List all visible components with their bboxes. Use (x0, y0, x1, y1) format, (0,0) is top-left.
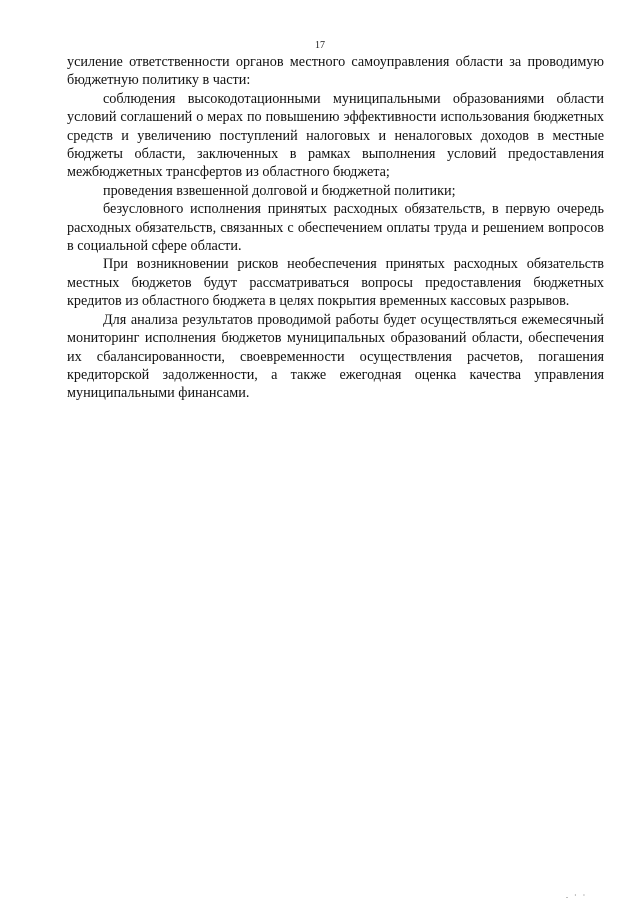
paragraph-subsidy-conditions: соблюдения высокодотационными муниципальными образованиями области условий соглашений о мерах по повышению эффективности использования бюджетных средств и увеличению поступлений налоговых и неналоговых доходов в местные бюджеты области, заключенных в рамках выполнения условий предоставления межбюджетных трансфертов из областного бюджета; (67, 90, 604, 181)
scan-marks: . · · (566, 891, 588, 900)
paragraph-monitoring: Для анализа результатов проводимой работы будет осуществляться ежемесячный мониторинг исполнения бюджетов муниципальных образований области, обеспечения их сбалансированности, своевременности осуществления расчетов, погашения кредиторской задолженности, а также ежегодная оценка качества управления муниципальными финансами. (67, 311, 604, 402)
paragraph-debt-policy: проведения взвешенной долговой и бюджетной политики; (103, 182, 456, 199)
paragraph-obligations: безусловного исполнения принятых расходных обязательств, в первую очередь расходных обязательств, связанных с обеспечением оплаты труда и решением вопросов в социальной сфере области. (67, 201, 604, 255)
paragraph-budget-credits: При возникновении рисков необеспечения принятых расходных обязательств местных бюджетов будут рассматриваться вопросы предоставления бюджетных кредитов из областного бюджета в целях покрытия временных кассовых разрывов. (67, 256, 604, 310)
page-number: 17 (315, 40, 325, 51)
document-body (67, 53, 604, 403)
paragraph-intro: усиление ответственности органов местного самоуправления области за проводимую бюджетную политику в части: (67, 54, 604, 89)
